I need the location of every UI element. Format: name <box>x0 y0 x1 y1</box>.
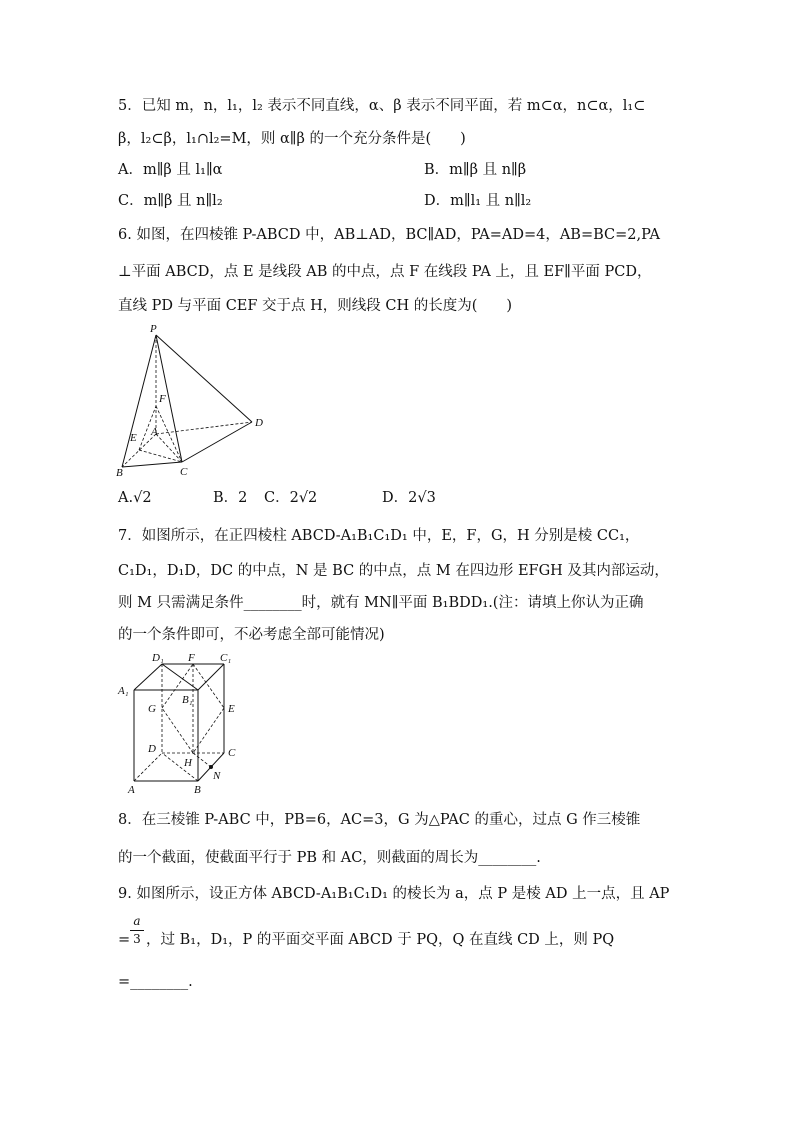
q5-line2: β，l₂⊂β，l₁∩l₂=M，则 α∥β 的一个充分条件是( ) <box>118 131 466 147</box>
q8-line1: 8．在三棱锥 P-ABC 中，PB=6，AC=3，G 为△PAC 的重心，过点 G 作三棱锥 <box>118 812 641 828</box>
q7-prism-figure <box>112 648 252 798</box>
q7-label-c1: C₁ <box>220 652 232 664</box>
q8-line2: 的一个截面，使截面平行于 PB 和 AC，则截面的周长为________. <box>118 850 541 866</box>
q6-option-b: B．2 <box>213 490 248 506</box>
q9-equals: = <box>118 932 131 948</box>
q5-option-a: A．m∥β 且 l₁∥α <box>118 162 223 178</box>
q7-label-e: E <box>228 703 235 715</box>
q5-option-c: C．m∥β 且 n∥l₂ <box>118 193 223 209</box>
q7-line3: 则 M 只需满足条件________时，就有 MN∥平面 B₁BDD₁.(注：请填上你认为正确 <box>118 595 644 611</box>
q6-label-a: A <box>151 426 158 438</box>
q6-label-b: B <box>116 467 123 479</box>
q6-option-c: C．2√2 <box>264 490 318 506</box>
q7-label-b1: B₁ <box>182 694 193 706</box>
q7-label-d: D <box>148 743 156 755</box>
q7-label-a1: A₁ <box>118 685 129 697</box>
q7-line4: 的一个条件即可，不必考虑全部可能情况) <box>118 627 385 643</box>
q9-line2: ，过 B₁，D₁，P 的平面交平面 ABCD 于 PQ，Q 在直线 CD 上，则 PQ <box>146 932 615 948</box>
q6-label-e: E <box>130 432 137 444</box>
q7-label-b: B <box>194 784 201 796</box>
q6-label-p: P <box>150 323 157 335</box>
q6-line2: ⊥平面 ABCD，点 E 是线段 AB 的中点，点 F 在线段 PA 上，且 EF∥平面 PCD， <box>118 264 652 280</box>
q7-label-a: A <box>128 784 135 796</box>
q9-frac-numerator: a <box>133 914 141 928</box>
q5-option-d: D．m∥l₁ 且 n∥l₂ <box>424 193 532 209</box>
q9-frac-bar <box>130 930 144 931</box>
q7-line1: 7．如图所示，在正四棱柱 ABCD-A₁B₁C₁D₁ 中，E，F，G，H 分别是棱 CC₁， <box>118 528 640 544</box>
q6-option-a: A.√2 <box>118 490 152 506</box>
q6-option-d: D．2√3 <box>382 490 436 506</box>
q9-frac-denominator: 3 <box>133 932 141 946</box>
q5-line1: 5．已知 m，n，l₁，l₂ 表示不同直线，α、β 表示不同平面，若 m⊂α，n⊂α，l₁⊂ <box>118 98 646 114</box>
q6-label-d: D <box>255 417 263 429</box>
q7-line2: C₁D₁，D₁D，DC 的中点，N 是 BC 的中点，点 M 在四边形 EFGH 及其内部运动， <box>118 563 669 579</box>
q7-label-c: C <box>228 747 236 759</box>
q7-label-h: H <box>184 757 192 769</box>
q6-line3: 直线 PD 与平面 CEF 交于点 H，则线段 CH 的长度为( ) <box>118 298 513 314</box>
q7-label-g: G <box>148 703 156 715</box>
q6-line1: 6. 如图，在四棱锥 P-ABCD 中，AB⊥AD，BC∥AD，PA=AD=4，AB=BC=2,PA <box>118 227 661 243</box>
q7-label-d1: D₁ <box>152 652 164 664</box>
q6-label-f: F <box>159 393 166 405</box>
q5-option-b: B．m∥β 且 n∥β <box>424 162 527 178</box>
q9-line1: 9. 如图所示，设正方体 ABCD-A₁B₁C₁D₁ 的棱长为 a，点 P 是棱 AD 上一点，且 AP <box>118 886 670 902</box>
q7-label-f: F <box>188 652 195 664</box>
q9-line3: =________. <box>118 974 193 990</box>
q6-label-c: C <box>180 466 188 478</box>
q6-pyramid-figure <box>112 322 272 480</box>
q7-label-n: N <box>213 770 221 782</box>
